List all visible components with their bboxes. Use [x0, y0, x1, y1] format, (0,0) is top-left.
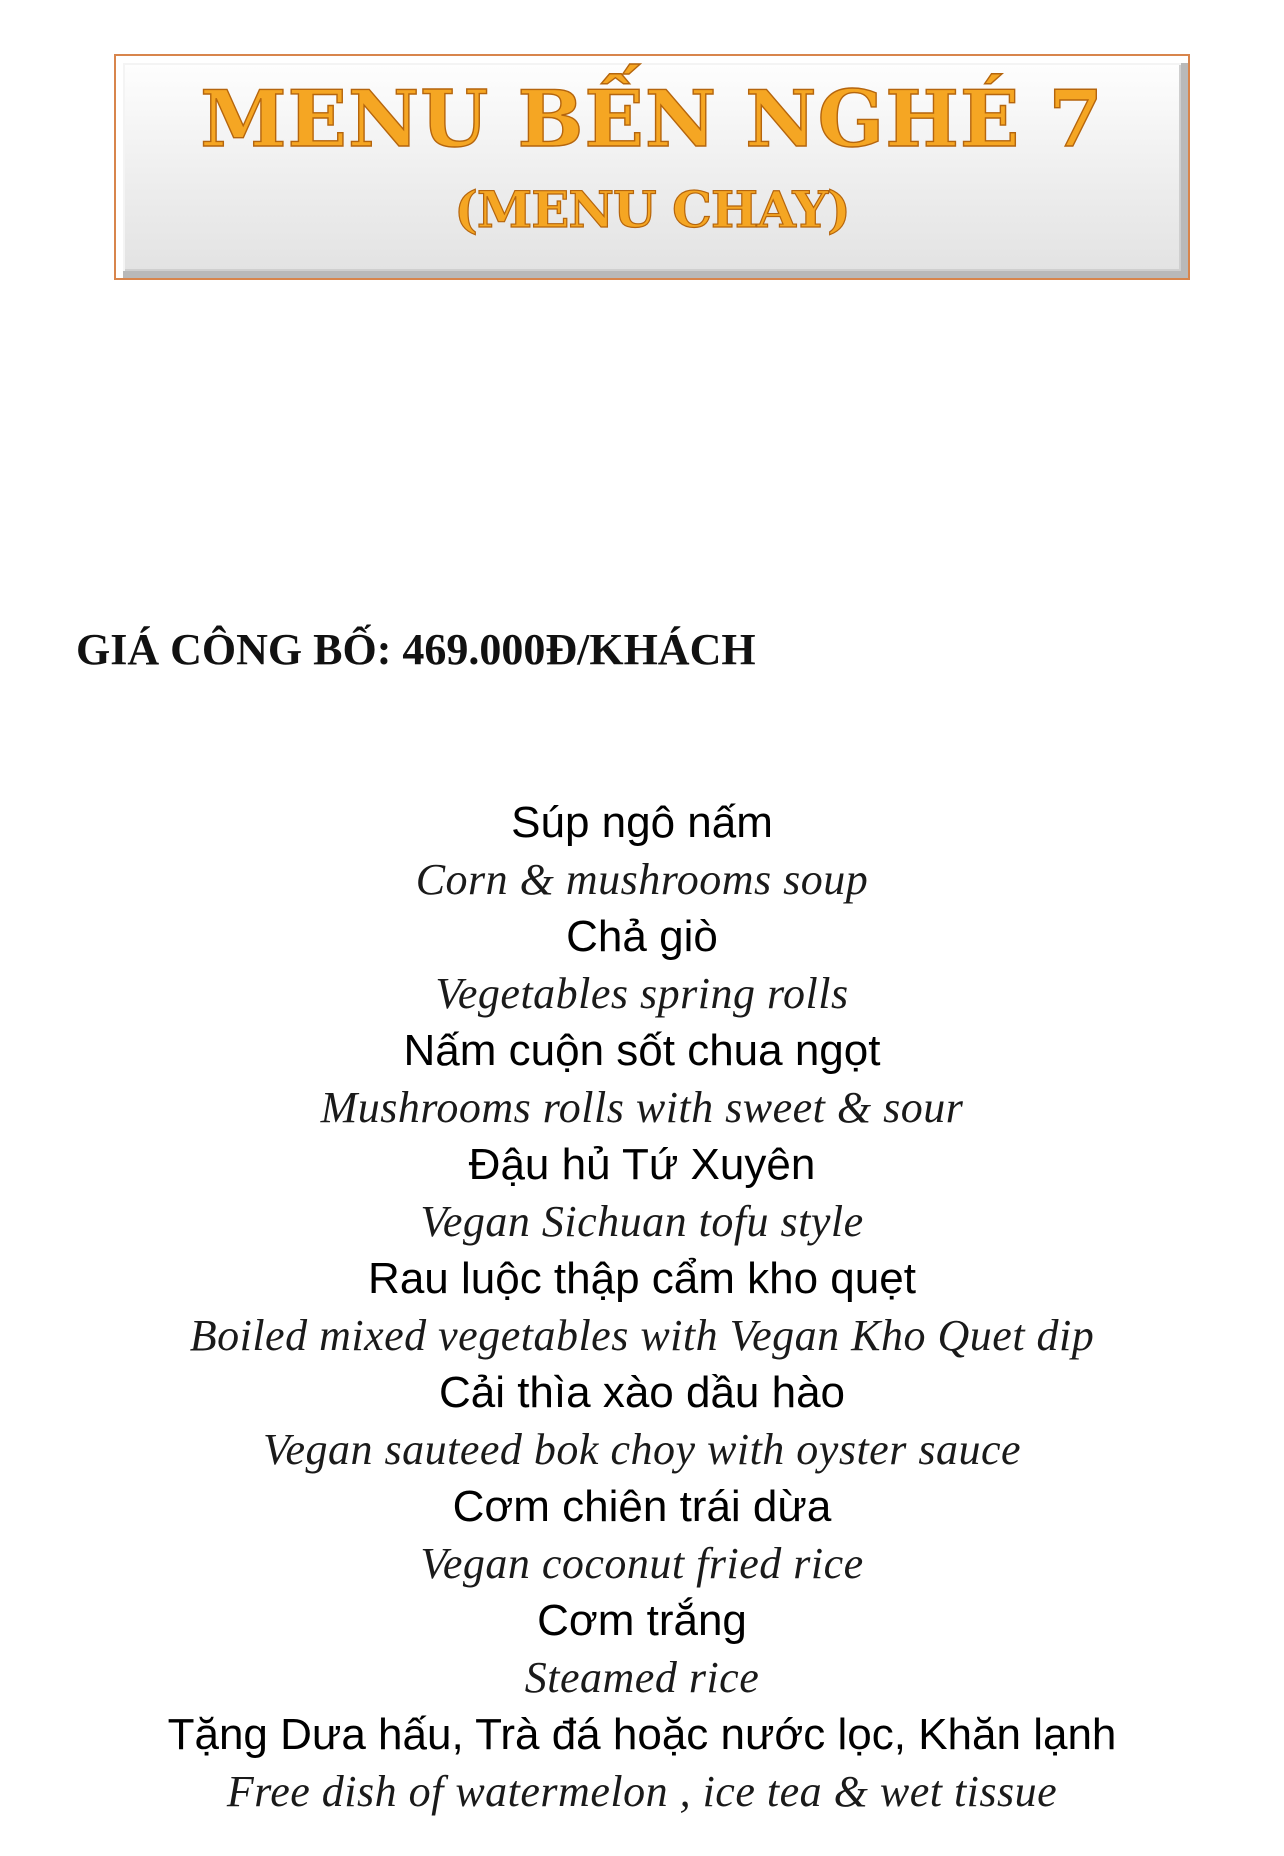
dish-name-vn: Chả giò — [566, 912, 718, 961]
menu-title: MENU BẾN NGHÉ 7 — [200, 74, 1104, 165]
dish-name-en: Mushrooms rolls with sweet & sour — [320, 1083, 964, 1132]
dish-name-en: Vegan sauteed bok choy with oyster sauce — [262, 1425, 1022, 1474]
dish-name-en: Steamed rice — [524, 1653, 760, 1702]
list-item — [0, 908, 1284, 1022]
dish-name-en: Boiled mixed vegetables with Vegan Kho Quet dip — [189, 1311, 1095, 1360]
dish-name-vn: Đậu hủ Tứ Xuyên — [468, 1140, 816, 1189]
list-item — [0, 1136, 1284, 1250]
dish-name-en: Vegan Sichuan tofu style — [420, 1197, 864, 1246]
dish-name-vn: Cơm trắng — [537, 1596, 747, 1645]
dish-name-vn: Nấm cuộn sốt chua ngọt — [403, 1026, 881, 1075]
menu-subtitle: (MENU CHAY) — [454, 180, 850, 239]
dish-name-vn: Rau luộc thập cẩm kho quẹt — [368, 1254, 916, 1303]
dish-name-en: Vegan coconut fried rice — [420, 1539, 864, 1588]
price-line: GIÁ CÔNG BỐ: 469.000Đ/KHÁCH — [76, 625, 756, 674]
dish-name-en: Free dish of watermelon , ice tea & wet tissue — [226, 1767, 1058, 1816]
list-item — [0, 1250, 1284, 1364]
list-item — [0, 1022, 1284, 1136]
menu-header-box — [114, 54, 1190, 280]
dish-name-vn: Súp ngô nấm — [511, 798, 773, 847]
dish-name-vn: Cơm chiên trái dừa — [452, 1482, 832, 1531]
dish-name-vn: Cải thìa xào dầu hào — [438, 1368, 846, 1417]
list-item — [0, 1478, 1284, 1592]
list-item — [0, 1706, 1284, 1820]
dish-name-en: Corn & mushrooms soup — [415, 855, 869, 904]
dish-name-en: Vegetables spring rolls — [435, 969, 849, 1018]
list-item — [0, 794, 1284, 908]
list-item — [0, 1364, 1284, 1478]
dish-list — [0, 794, 1284, 1820]
dish-name-vn: Tặng Dưa hấu, Trà đá hoặc nước lọc, Khăn lạnh — [167, 1710, 1117, 1759]
list-item — [0, 1592, 1284, 1706]
